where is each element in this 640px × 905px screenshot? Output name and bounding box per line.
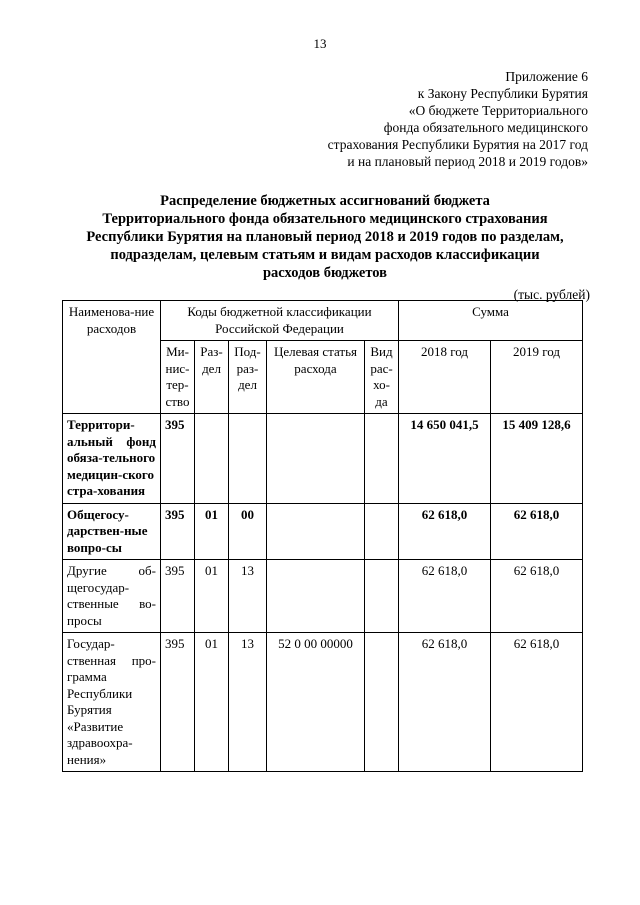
header-type: Вид рас-хо-да — [365, 341, 399, 414]
row-subsection — [229, 414, 267, 504]
title-line: Территориального фонда обязательного медицинского страхования — [102, 211, 548, 227]
header-sum: Сумма — [399, 301, 583, 341]
row-2019: 62 618,0 — [491, 560, 583, 633]
table-row — [63, 560, 583, 633]
header-name: Наименова-ние расходов — [63, 301, 161, 414]
row-section — [195, 414, 229, 504]
header-ministry: Ми-нис-тер-ство — [161, 341, 195, 414]
row-section: 01 — [195, 560, 229, 633]
row-2019: 15 409 128,6 — [491, 414, 583, 504]
title-line: расходов бюджетов — [262, 265, 387, 281]
row-2019: 62 618,0 — [491, 633, 583, 772]
row-2019: 62 618,0 — [491, 503, 583, 560]
header-section: Раз-дел — [195, 341, 229, 414]
appendix-line: Приложение 6 — [505, 69, 588, 84]
row-target — [267, 560, 365, 633]
table-row — [63, 503, 583, 560]
row-type — [365, 503, 399, 560]
row-subsection: 13 — [229, 560, 267, 633]
table-row — [63, 633, 583, 772]
title-line: подразделам, целевым статьям и видам расходов классификации — [110, 247, 540, 263]
row-section: 01 — [195, 633, 229, 772]
row-target: 52 0 00 00000 — [267, 633, 365, 772]
header-subsection: Под-раз-дел — [229, 341, 267, 414]
document-title — [60, 192, 590, 282]
row-2018: 62 618,0 — [399, 560, 491, 633]
row-target — [267, 414, 365, 504]
table-row — [63, 414, 583, 504]
appendix-line: «О бюджете Территориального — [408, 103, 588, 118]
units-label: (тыс. рублей) — [513, 287, 590, 302]
row-name: Территори-альный фонд обяза-тельного медицин-ского стра-хования — [63, 414, 161, 504]
row-type — [365, 633, 399, 772]
row-name: Другие об-щегосудар-ственные во-просы — [63, 560, 161, 633]
header-2019: 2019 год — [491, 341, 583, 414]
appendix-line: фонда обязательного медицинского — [383, 120, 588, 135]
appendix-line: и на плановый период 2018 и 2019 годов» — [347, 154, 588, 169]
appendix-line: страхования Республики Бурятия на 2017 год — [327, 137, 588, 152]
row-name: Общегосу-дарствен-ные вопро-сы — [63, 503, 161, 560]
page-number: 13 — [313, 36, 327, 51]
header-target: Целевая статья расхода — [267, 341, 365, 414]
row-subsection: 00 — [229, 503, 267, 560]
row-ministry: 395 — [161, 503, 195, 560]
row-target — [267, 503, 365, 560]
row-2018: 62 618,0 — [399, 503, 491, 560]
budget-table — [62, 300, 583, 772]
row-type — [365, 560, 399, 633]
row-name: Государ-ственная про-грамма Республики Бурятия «Развитие здравоохра-нения» — [63, 633, 161, 772]
title-line: Республики Бурятия на плановый период 2018 и 2019 годов по разделам, — [86, 229, 564, 245]
row-subsection: 13 — [229, 633, 267, 772]
header-codes: Коды бюджетной классификации Российской Федерации — [161, 301, 399, 341]
title-line: Распределение бюджетных ассигнований бюджета — [160, 193, 490, 209]
row-ministry: 395 — [161, 560, 195, 633]
appendix-line: к Закону Республики Бурятия — [417, 86, 588, 101]
header-2018: 2018 год — [399, 341, 491, 414]
row-type — [365, 414, 399, 504]
row-ministry: 395 — [161, 414, 195, 504]
appendix-heading — [328, 68, 588, 170]
row-section: 01 — [195, 503, 229, 560]
row-2018: 62 618,0 — [399, 633, 491, 772]
row-2018: 14 650 041,5 — [399, 414, 491, 504]
row-ministry: 395 — [161, 633, 195, 772]
